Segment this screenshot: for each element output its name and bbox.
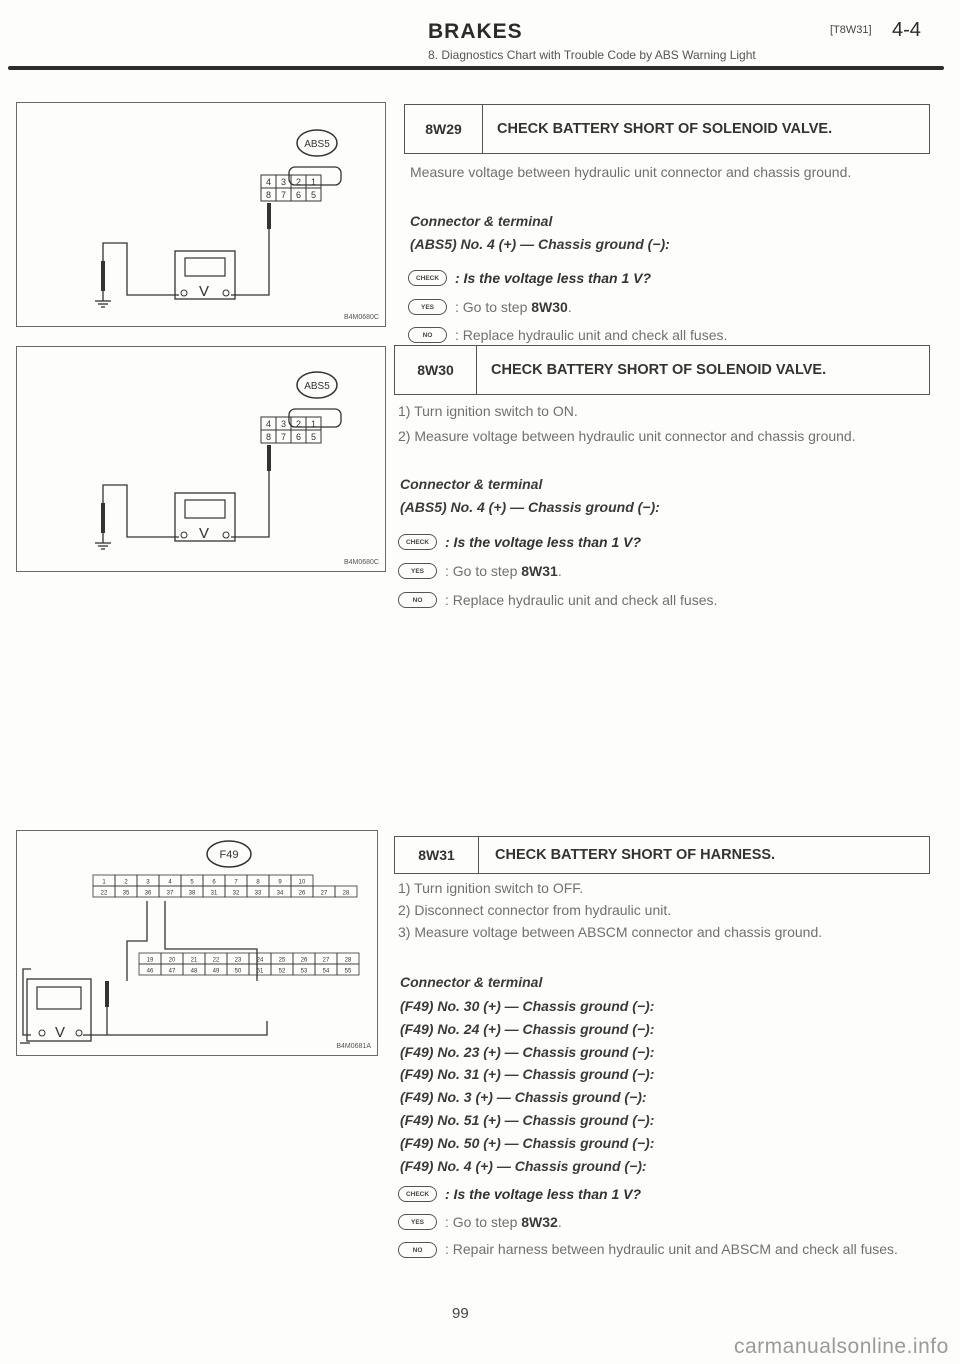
pin-grid-bottom xyxy=(261,430,321,443)
pin-label: 31 xyxy=(210,890,218,897)
check-row xyxy=(398,1184,641,1204)
pin-label: 33 xyxy=(254,890,262,897)
pin-grid-top xyxy=(261,175,321,188)
pin-label: 28 xyxy=(342,890,350,897)
step-code: 8W30 xyxy=(395,346,477,394)
svg-text:1: 1 xyxy=(310,419,317,429)
step-instruction: 2) Disconnect connector from hydraulic unit. xyxy=(398,902,672,918)
step-8w29-header xyxy=(404,104,930,154)
svg-text:5: 5 xyxy=(310,190,317,200)
voltmeter xyxy=(175,493,235,542)
pin-label: 49 xyxy=(212,968,220,975)
connector-line: (ABS5) No. 4 (+) — Chassis ground (−): xyxy=(400,499,660,515)
svg-text:V: V xyxy=(198,283,210,300)
pin-label: 21 xyxy=(190,957,198,964)
connector-line: (F49) No. 31 (+) — Chassis ground (−): xyxy=(400,1066,655,1083)
pin-label: 1 xyxy=(102,879,106,886)
figure-id: B4M0680C xyxy=(343,314,379,321)
pin-label: 22 xyxy=(212,957,220,964)
no-action: : Repair harness between hydraulic unit and ABSCM and check all fuses. xyxy=(445,1241,898,1257)
connector-line: (F49) No. 50 (+) — Chassis ground (−): xyxy=(400,1134,655,1151)
check-question: : Is the voltage less than 1 V? xyxy=(445,534,642,550)
pin-label: 10 xyxy=(298,879,306,886)
pin-label: 3 xyxy=(146,879,150,886)
step-instruction: 3) Measure voltage between ABSCM connector and chassis ground. xyxy=(398,924,823,940)
no-row xyxy=(398,590,717,610)
connector-line: (F49) No. 3 (+) — Chassis ground (−): xyxy=(400,1089,647,1106)
section-number: 4-4 xyxy=(892,19,921,41)
pin-label: 52 xyxy=(278,968,286,975)
yes-prefix: : Go to step xyxy=(445,1214,522,1230)
page-subtitle: 8. Diagnostics Chart with Trouble Code by ABS Warning Light xyxy=(428,48,756,62)
yes-suffix: . xyxy=(557,1214,562,1230)
no-action: : Replace hydraulic unit and check all fuses. xyxy=(445,592,718,608)
yes-prefix: : Go to step xyxy=(445,563,522,579)
yes-step-link[interactable]: 8W32 xyxy=(521,1214,558,1230)
svg-text:7: 7 xyxy=(280,432,287,442)
check-row xyxy=(408,268,651,288)
pin-label: 23 xyxy=(234,957,242,964)
yes-badge: YES xyxy=(398,563,437,579)
svg-text:4: 4 xyxy=(265,177,272,187)
abs5-wiring-diagram xyxy=(17,347,387,573)
connector-label: F49 xyxy=(219,849,239,861)
yes-prefix: : Go to step xyxy=(455,299,532,315)
no-badge: NO xyxy=(408,327,447,343)
connector-heading: Connector & terminal xyxy=(400,476,543,492)
pin-label: 26 xyxy=(298,890,306,897)
step-title: CHECK BATTERY SHORT OF SOLENOID VALVE. xyxy=(491,361,827,378)
svg-text:2: 2 xyxy=(295,419,302,429)
voltmeter xyxy=(27,979,91,1041)
pin-label: 20 xyxy=(168,957,176,964)
pin-label: 32 xyxy=(232,890,240,897)
no-badge: NO xyxy=(398,592,437,608)
yes-suffix: . xyxy=(557,563,562,579)
pin-label: 5 xyxy=(190,879,194,886)
pin-label: 7 xyxy=(234,879,238,886)
yes-badge: YES xyxy=(398,1214,437,1230)
pin-label: 8 xyxy=(256,879,260,886)
yes-row xyxy=(398,1212,562,1232)
pin-label: 46 xyxy=(146,968,154,975)
step-code: 8W31 xyxy=(395,837,479,873)
connector-line: (F49) No. 23 (+) — Chassis ground (−): xyxy=(400,1043,655,1060)
pin-label: 6 xyxy=(212,879,216,886)
figure-id: B4M0680C xyxy=(343,559,379,566)
svg-text:3: 3 xyxy=(280,177,287,187)
connector-line: (ABS5) No. 4 (+) — Chassis ground (−): xyxy=(410,236,670,252)
check-badge: CHECK xyxy=(398,534,437,550)
connector-label: ABS5 xyxy=(304,381,330,392)
pin-label: 50 xyxy=(234,968,242,975)
connector-line: (F49) No. 4 (+) — Chassis ground (−): xyxy=(400,1157,647,1174)
page-number: 99 xyxy=(452,1305,469,1322)
voltmeter xyxy=(175,251,235,300)
no-badge: NO xyxy=(398,1242,437,1258)
check-badge: CHECK xyxy=(408,270,447,286)
site-watermark: carmanualsonline.info xyxy=(734,1335,949,1358)
connector-line: (F49) No. 30 (+) — Chassis ground (−): xyxy=(400,998,655,1014)
yes-step-link[interactable]: 8W31 xyxy=(521,563,558,579)
yes-row xyxy=(398,561,562,581)
pin-label: 36 xyxy=(144,890,152,897)
svg-text:2: 2 xyxy=(295,177,302,187)
check-question: : Is the voltage less than 1 V? xyxy=(455,270,652,286)
figure-id: B4M0681A xyxy=(336,1043,371,1050)
svg-text:4: 4 xyxy=(265,419,272,429)
figure-abs5-2 xyxy=(16,346,386,572)
pin-label: 27 xyxy=(322,957,330,964)
step-instruction: 1) Turn ignition switch to ON. xyxy=(398,403,578,419)
pin-label: 25 xyxy=(278,957,286,964)
step-code: 8W29 xyxy=(405,105,483,153)
pin-grid-top xyxy=(261,417,321,430)
yes-suffix: . xyxy=(567,299,572,315)
svg-text:3: 3 xyxy=(280,419,287,429)
pin-label: 47 xyxy=(168,968,176,975)
check-question: : Is the voltage less than 1 V? xyxy=(445,1186,642,1202)
abs5-wiring-diagram xyxy=(17,103,387,328)
connector-heading: Connector & terminal xyxy=(410,213,553,229)
pin-label: 38 xyxy=(188,890,196,897)
pin-grid-bottom xyxy=(261,188,321,201)
pin-label: 19 xyxy=(146,957,154,964)
connector-upper xyxy=(93,875,357,897)
pin-label: 28 xyxy=(344,957,352,964)
section-code: [T8W31] xyxy=(830,24,872,36)
no-row xyxy=(408,325,727,345)
svg-text:8: 8 xyxy=(265,432,272,442)
pin-label: 9 xyxy=(278,879,282,886)
step-instruction: Measure voltage between hydraulic unit connector and chassis ground. xyxy=(410,164,852,180)
svg-text:V: V xyxy=(54,1024,66,1041)
check-badge: CHECK xyxy=(398,1186,437,1202)
pin-label: 27 xyxy=(320,890,328,897)
pin-label: 24 xyxy=(256,957,264,964)
pin-label: 2 xyxy=(124,879,128,886)
step-8w31-header xyxy=(394,836,930,874)
step-title: CHECK BATTERY SHORT OF SOLENOID VALVE. xyxy=(497,120,833,137)
connector-line: (F49) No. 51 (+) — Chassis ground (−): xyxy=(400,1112,655,1128)
pin-label: 55 xyxy=(344,968,352,975)
svg-text:6: 6 xyxy=(295,190,302,200)
header-rule xyxy=(8,66,944,70)
svg-text:5: 5 xyxy=(310,432,317,442)
figure-abs5-1 xyxy=(16,102,386,327)
figure-f49 xyxy=(16,830,378,1056)
step-title: CHECK BATTERY SHORT OF HARNESS. xyxy=(495,846,776,863)
yes-badge: YES xyxy=(408,299,447,315)
pin-label: 54 xyxy=(322,968,330,975)
no-action: : Replace hydraulic unit and check all fuses. xyxy=(455,327,728,343)
f49-wiring-diagram xyxy=(17,831,379,1057)
connector-line: (F49) No. 24 (+) — Chassis ground (−): xyxy=(400,1020,655,1037)
pin-label: 48 xyxy=(190,968,198,975)
connector-lower xyxy=(139,953,359,975)
pin-label: 26 xyxy=(300,957,308,964)
check-row xyxy=(398,532,641,552)
pin-label: 34 xyxy=(276,890,284,897)
connector-heading: Connector & terminal xyxy=(400,974,543,990)
step-instruction: 2) Measure voltage between hydraulic unit connector and chassis ground. xyxy=(398,428,856,444)
pin-label: 35 xyxy=(122,890,130,897)
svg-text:6: 6 xyxy=(295,432,302,442)
svg-text:V: V xyxy=(198,525,210,542)
svg-text:1: 1 xyxy=(310,177,317,187)
yes-step-link[interactable]: 8W30 xyxy=(531,299,568,315)
connector-label: ABS5 xyxy=(304,139,330,150)
pin-label: 22 xyxy=(100,890,108,897)
pin-label: 4 xyxy=(168,879,172,886)
pin-label: 53 xyxy=(300,968,308,975)
no-row xyxy=(398,1240,915,1280)
svg-text:8: 8 xyxy=(265,190,272,200)
pin-label: 37 xyxy=(166,890,174,897)
page-title: BRAKES xyxy=(428,20,523,43)
yes-row xyxy=(408,297,572,317)
step-instruction: 1) Turn ignition switch to OFF. xyxy=(398,880,584,896)
pin-label: 51 xyxy=(256,968,264,975)
svg-text:7: 7 xyxy=(280,190,287,200)
step-8w30-header xyxy=(394,345,930,395)
